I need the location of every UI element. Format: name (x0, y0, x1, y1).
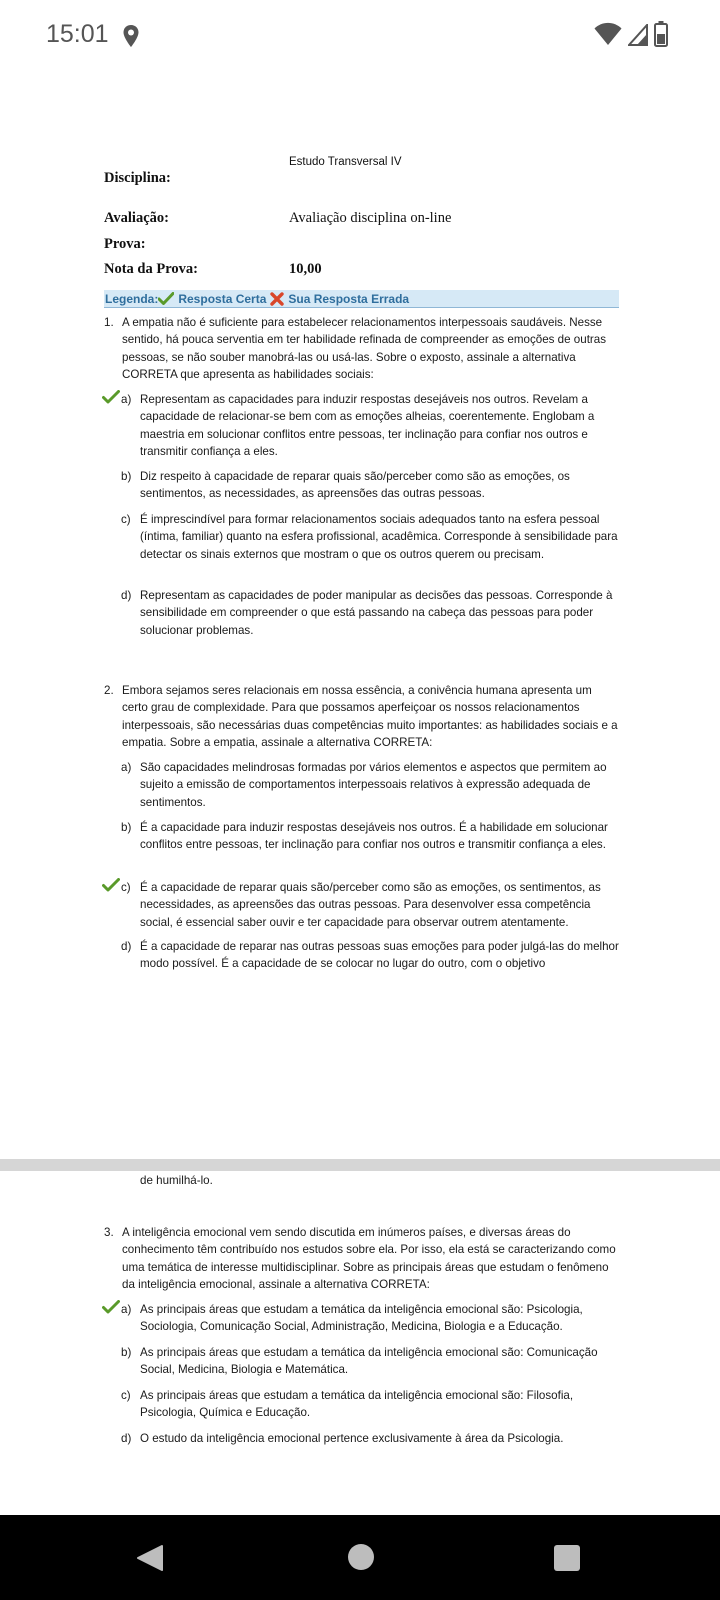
option-letter: a) (121, 393, 132, 406)
option-letter: d) (121, 1432, 132, 1445)
option-text: Diz respeito à capacidade de reparar quais são/perceber como são as emoções, os sentimentos, as necessidades, as apreensões das outras pessoas. (140, 470, 570, 501)
option-letter: b) (121, 470, 132, 483)
option-text: As principais áreas que estudam a temática da inteligência emocional são: Filosofia, Psicologia, Química e Educação. (140, 1389, 574, 1420)
option-letter: c) (121, 881, 131, 894)
question-text: A empatia não é suficiente para estabelecer relacionamentos interpessoais saudáveis. Nesse sentido, há pouca serventia em ter habilidade refinada de compreender as emoções de outras pessoas, se não souber manobrá-las ou usá-las. Sobre o exposto, assinale a alternativa CORRETA que apresenta as habilidades sociais: (122, 316, 607, 382)
home-button[interactable] (348, 1544, 374, 1570)
option-letter: b) (121, 1346, 132, 1359)
option-letter: c) (121, 513, 131, 526)
avaliacao-value: Avaliação disciplina on-line (289, 210, 452, 226)
question-number: 1. (104, 316, 114, 329)
option-text: É imprescindível para formar relacionamentos sociais adequados tanto na esfera pessoal (íntima, familiar) quanto na esfera profissional, acadêmica. Corresponde à sensibilidade para detectar os sinais externos que mostram o que os outros querem ou precisam. (140, 513, 618, 561)
document-page (0, 70, 720, 1515)
legend-bar (104, 290, 619, 308)
check-icon (102, 390, 120, 404)
status-bar (0, 0, 720, 70)
location-icon (122, 24, 140, 48)
battery-icon (654, 21, 668, 47)
back-icon[interactable] (135, 1543, 165, 1573)
cross-icon (270, 292, 284, 306)
option-text: Representam as capacidades para induzir respostas desejáveis nos outros. Revelam a capacidade de relacionar-se bem com as emoções alheias, coerentemente. Englobam a maestria em solucionar conflitos entre pessoas, ter inclinação para confiar nos outros e transmitir confiança a eles. (140, 393, 595, 459)
recent-apps-button[interactable] (554, 1545, 580, 1571)
legend-correct: Resposta Certa (178, 291, 267, 306)
nota-value: 10,00 (289, 261, 322, 277)
avaliacao-label: Avaliação: (104, 210, 169, 226)
page-separator (0, 1159, 720, 1171)
option-text: Representam as capacidades de poder manipular as decisões das pessoas. Corresponde à sensibilidade em compreender o que está passando na cabeça das pessoas para poder solucionar problemas. (140, 589, 613, 637)
question-number: 2. (104, 684, 114, 697)
option-text: O estudo da inteligência emocional pertence exclusivamente à área da Psicologia. (140, 1432, 564, 1445)
check-icon (102, 1300, 120, 1314)
prova-label: Prova: (104, 236, 146, 252)
option-letter: a) (121, 761, 132, 774)
option-letter: d) (121, 940, 132, 953)
wifi-icon (594, 22, 622, 46)
signal-icon (628, 24, 648, 46)
disciplina-value: Estudo Transversal IV (289, 156, 402, 168)
option-letter: b) (121, 821, 132, 834)
legend-label: Legenda: (105, 291, 159, 306)
option-text: São capacidades melindrosas formadas por vários elementos e aspectos que permitem ao sujeito a emissão de comportamentos interpessoais relativos à expressão adequada de sentimentos. (140, 761, 607, 809)
option-text: As principais áreas que estudam a temática da inteligência emocional são: Psicologia, Sociologia, Comunicação Social, Administração, Medicina, Biologia e a Educação. (140, 1303, 583, 1334)
option-text: As principais áreas que estudam a temática da inteligência emocional são: Comunicação Social, Medicina, Biologia e Matemática. (140, 1346, 598, 1377)
question-text: Embora sejamos seres relacionais em nossa essência, a conivência humana apresenta um certo grau de complexidade. Para que possamos aperfeiçoar os nossos relacionamentos interpessoais, são necessárias duas competências muito importantes: as habilidades sociais e a empatia. Sobre a empatia, assinale a alternativa CORRETA: (122, 684, 618, 750)
check-icon (158, 292, 174, 305)
option-letter: d) (121, 589, 132, 602)
check-icon (102, 878, 120, 892)
option-text: É a capacidade de reparar nas outras pessoas suas emoções para poder julgá-las do melhor modo possível. É a capacidade de se colocar no lugar do outro, com o objetivo (140, 940, 619, 971)
option-letter: c) (121, 1389, 131, 1402)
question-number: 3. (104, 1226, 114, 1239)
status-time: 15:01 (46, 20, 109, 48)
option-letter: a) (121, 1303, 132, 1316)
option-text: É a capacidade de reparar quais são/perceber como são as emoções, os sentimentos, as necessidades, as apreensões das outras pessoas. Para desenvolver essa competência social, é essencial saber ouvir e ter capacidade para observar outrem atentamente. (140, 881, 601, 929)
option-text-continuation: de humilhá-lo. (140, 1174, 213, 1187)
option-text: É a capacidade para induzir respostas desejáveis nos outros. É a habilidade em solucionar conflitos entre pessoas, ter inclinação para confiar nos outros e transmitir confiança a eles. (140, 821, 608, 852)
legend-wrong: Sua Resposta Errada (288, 291, 410, 306)
nota-label: Nota da Prova: (104, 261, 198, 277)
question-text: A inteligência emocional vem sendo discutida em inúmeros países, e diversas áreas do conhecimento têm contribuído nos estudos sobre ela. Por isso, ela está se caracterizando como uma temática de interesse multidisciplinar. Sobre as principais áreas que estudam o fenômeno da inteligência emocional, assinale a alternativa CORRETA: (122, 1226, 616, 1292)
disciplina-label: Disciplina: (104, 170, 171, 186)
